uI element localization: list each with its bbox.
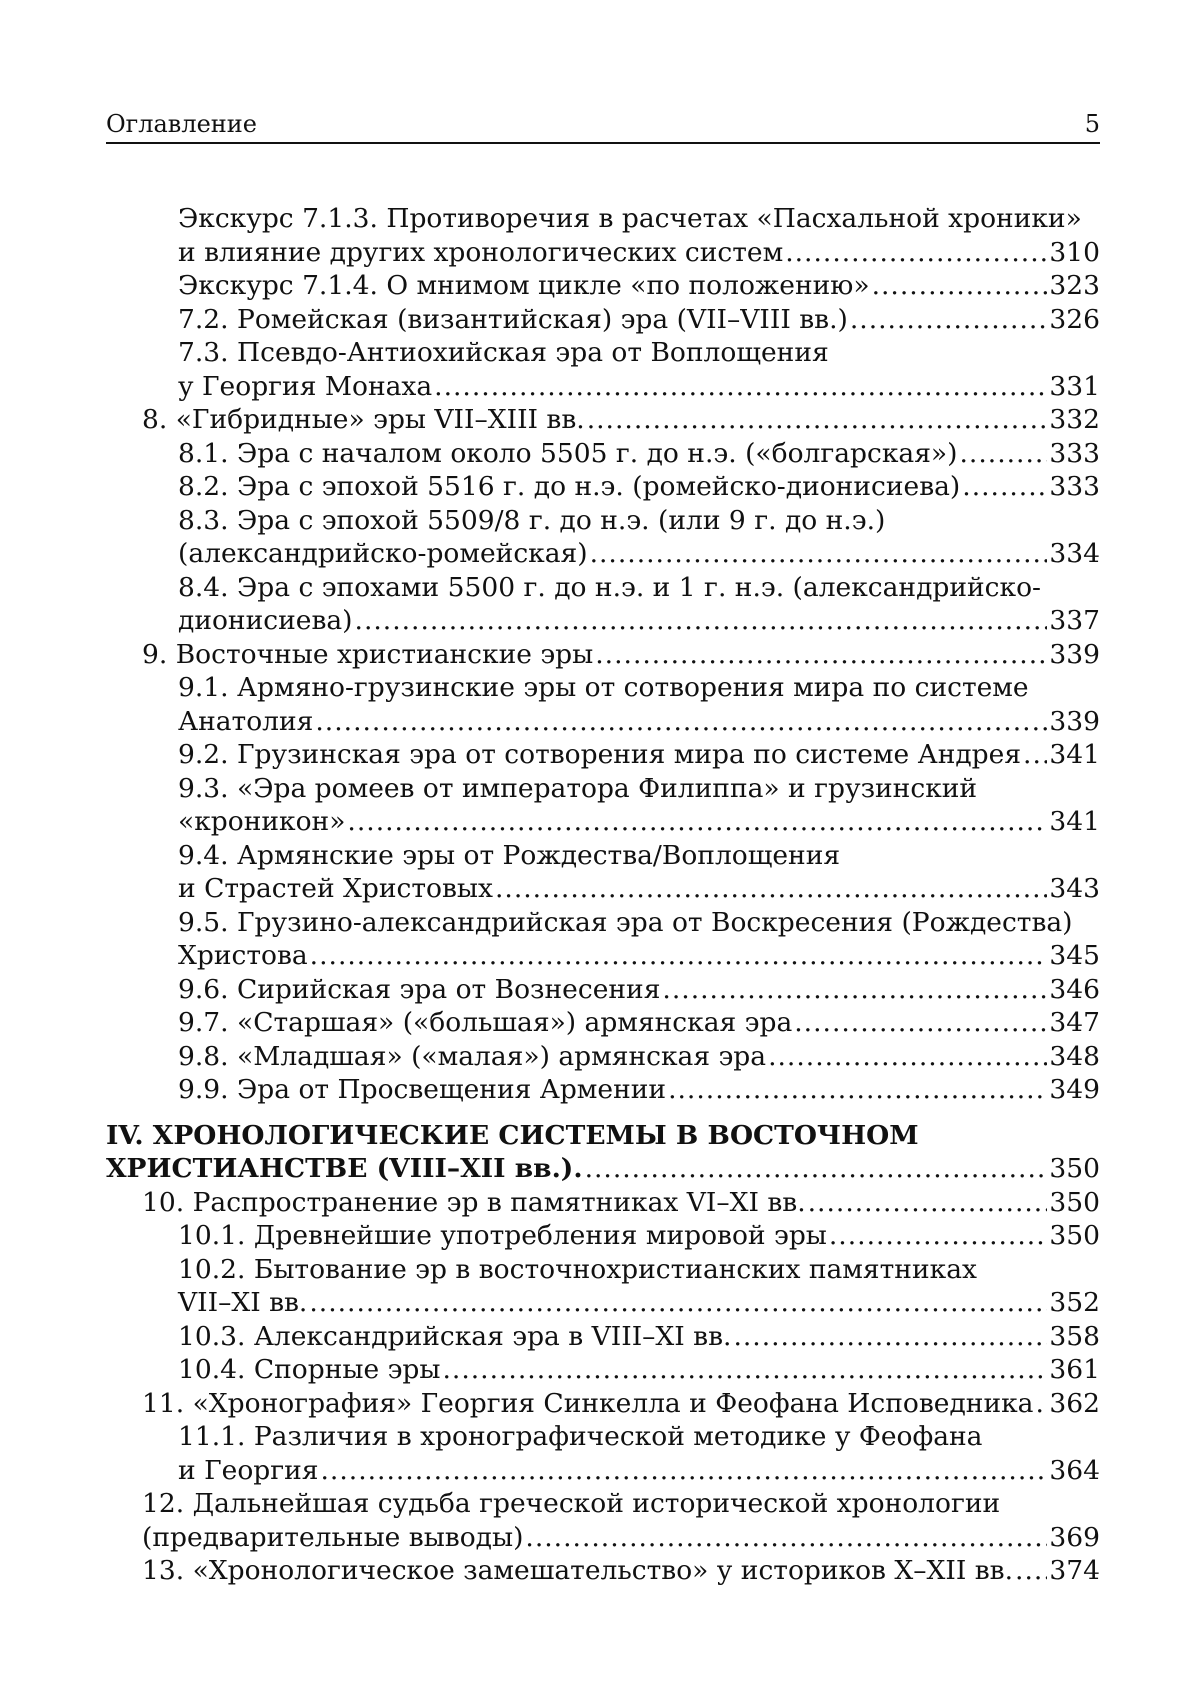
toc-entry: [106, 705, 1100, 739]
toc-entry-page: 350: [1049, 1220, 1100, 1251]
toc-entry-text: 9.2. Грузинская эра от сотворения мира по системе Андрея: [178, 739, 1022, 770]
toc-entry-page: 348: [1049, 1040, 1100, 1072]
toc-entry-page: 364: [1049, 1454, 1100, 1486]
toc-entry-text: VII–XI вв.: [178, 1287, 308, 1318]
toc-entry-text: Экскурс 7.1.4. О мнимом цикле «по положению»: [178, 270, 870, 301]
page-number: 5: [1084, 110, 1100, 138]
dot-leader: [590, 537, 1048, 571]
dot-leader: [315, 705, 1047, 739]
toc-entry-text: 9.8. «Младшая» («малая») армянская эра: [178, 1040, 767, 1072]
dot-leader: [442, 1353, 1047, 1387]
toc-entry-text: 12. Дальнейшая судьба греческой исторической хронологии: [142, 1488, 1001, 1519]
toc-entry: [106, 1353, 1100, 1387]
toc-entry: [106, 1219, 1100, 1253]
toc-entry-page: 346: [1049, 973, 1100, 1005]
toc-entry-text: 8.4. Эра с эпохами 5500 г. до н.э. и 1 г. н.э. (александрийско-: [178, 571, 1041, 603]
dot-leader: [668, 1073, 1047, 1107]
dot-leader: [829, 1219, 1048, 1253]
toc-entry-text: 10.1. Древнейшие употребления мировой эры: [178, 1220, 827, 1251]
toc-entry-text: «кроникон»: [178, 806, 346, 837]
toc-entry-text: 10.3. Александрийская эра в VIII–XI вв.: [178, 1320, 732, 1352]
toc-entry: [106, 1554, 1100, 1588]
toc-entry: [106, 638, 1100, 672]
toc-entry-text: 7.2. Ромейская (византийская) эра (VII–VIII вв.): [178, 303, 848, 335]
toc-entry-page: 310: [1049, 236, 1100, 268]
toc-entry: [106, 370, 1100, 404]
dot-leader: [1015, 1554, 1047, 1588]
toc-entry-text: Анатолия: [178, 705, 314, 737]
toc-entry-text: 9.9. Эра от Просвещения Армении: [178, 1074, 667, 1105]
toc-entry: [106, 973, 1100, 1007]
dot-leader: [872, 269, 1048, 303]
toc-entry-text: 8.2. Эра с эпохой 5516 г. до н.э. (ромейско-дионисиева): [178, 471, 961, 502]
toc-entry: [106, 537, 1100, 571]
toc-entry: [106, 1286, 1100, 1320]
toc-entry-text: 11. «Хронография» Георгия Синкелла и Феофана Исповедника: [142, 1387, 1034, 1419]
toc-entry-text: 9.3. «Эра ромеев от императора Филиппа» и грузинский: [178, 772, 978, 804]
toc-entry-page: 369: [1049, 1521, 1100, 1553]
toc-entry-text: 13. «Хронологическое замешательство» у историков X–XII вв.: [142, 1555, 1014, 1586]
toc-entry: [106, 738, 1100, 772]
toc-entry: [106, 1487, 1100, 1521]
toc-entry-page: 331: [1049, 370, 1100, 402]
toc-entry-text: 9.5. Грузино-александрийская эра от Воскресения (Рождества): [178, 906, 1073, 938]
toc-entry-page: 332: [1049, 404, 1100, 435]
toc-entry: [106, 1387, 1100, 1421]
toc-entry-text: 8.1. Эра с началом около 5505 г. до н.э. («болгарская»): [178, 437, 958, 469]
toc-entry-text: 8. «Гибридные» эры VII–XIII вв.: [142, 404, 585, 435]
toc-entry-text: 11.1. Различия в хронографической методике у Феофана: [178, 1421, 983, 1452]
running-header: [106, 108, 1100, 144]
toc-entry-text: 10.4. Спорные эры: [178, 1354, 441, 1385]
toc-entry-page: 341: [1049, 806, 1100, 837]
dot-leader: [347, 805, 1047, 839]
toc-entry-page: 334: [1049, 538, 1100, 569]
dot-leader: [595, 638, 1047, 672]
toc-entry-text: 9.6. Сирийская эра от Вознесения: [178, 973, 661, 1005]
toc-entry-text: 9.4. Армянские эры от Рождества/Воплощения: [178, 839, 841, 871]
dot-leader: [733, 1320, 1047, 1354]
toc-entry-text: и влияние других хронологических систем: [178, 236, 784, 268]
toc-entry-text: 9. Восточные христианские эры: [142, 638, 594, 670]
toc-entry: [106, 1253, 1100, 1287]
toc-entry: [106, 1186, 1100, 1220]
toc-entry: [106, 269, 1100, 303]
toc-entry: [106, 437, 1100, 471]
toc-entry-page: 341: [1049, 739, 1100, 770]
toc-entry: [106, 1454, 1100, 1488]
toc-part-heading: [106, 1152, 1100, 1186]
dot-leader: [310, 939, 1048, 973]
toc-entry-text: 9.1. Армяно-грузинские эры от сотворения мира по системе: [178, 672, 1029, 703]
dot-leader: [850, 303, 1048, 337]
toc-entry-text: (предварительные выводы): [142, 1521, 524, 1553]
toc-entry: [106, 202, 1100, 236]
dot-leader: [434, 370, 1047, 404]
toc-entry-page: 352: [1049, 1287, 1100, 1318]
toc-entry-text: и Георгия: [178, 1454, 319, 1486]
toc-entry-page: 362: [1049, 1387, 1100, 1419]
toc-entry: [106, 939, 1100, 973]
toc-entry-text: 8.3. Эра с эпохой 5509/8 г. до н.э. (или 9 г. до н.э.): [178, 504, 886, 536]
dot-leader: [768, 1040, 1047, 1074]
toc-entry-page: 358: [1049, 1320, 1100, 1352]
toc-entry-page: 337: [1049, 605, 1100, 636]
toc-entry: [106, 1073, 1100, 1107]
dot-leader: [785, 236, 1047, 270]
dot-leader: [525, 1521, 1047, 1555]
toc-entry: [106, 470, 1100, 504]
dot-leader: [808, 1186, 1048, 1220]
toc-entry-page: 339: [1049, 638, 1100, 670]
toc-entry: [106, 604, 1100, 638]
toc-entry: [106, 1521, 1100, 1555]
toc-entry: [106, 671, 1100, 705]
dot-leader: [495, 872, 1047, 906]
toc-entry-page: 349: [1049, 1074, 1100, 1105]
toc-entry-page: 347: [1049, 1007, 1100, 1038]
dot-leader: [960, 437, 1048, 471]
toc-entry-text: (александрийско-ромейская): [178, 538, 588, 569]
toc-entry: [106, 504, 1100, 538]
toc-entry: [106, 1040, 1100, 1074]
dot-leader: [1035, 1387, 1047, 1421]
toc-entry-page: 343: [1049, 873, 1100, 904]
table-of-contents: [106, 202, 1100, 1588]
toc-entry-page: 333: [1049, 437, 1100, 469]
toc-entry: [106, 571, 1100, 605]
toc-entry-text: IV. ХРОНОЛОГИЧЕСКИЕ СИСТЕМЫ В ВОСТОЧНОМ: [106, 1119, 919, 1151]
dot-leader: [355, 604, 1048, 638]
toc-entry: [106, 1420, 1100, 1454]
toc-entry-text: и Страстей Христовых: [178, 873, 493, 904]
toc-entry: [106, 872, 1100, 906]
toc-entry-text: Экскурс 7.1.3. Противоречия в расчетах «Пасхальной хроники»: [178, 203, 1082, 234]
toc-entry: [106, 1320, 1100, 1354]
running-header-title: Оглавление: [106, 110, 257, 138]
toc-entry: [106, 1006, 1100, 1040]
toc-entry-text: дионисиева): [178, 605, 353, 636]
dot-leader: [962, 470, 1047, 504]
toc-entry-page: 374: [1049, 1555, 1100, 1586]
dot-leader: [794, 1006, 1047, 1040]
toc-entry-text: 9.7. «Старшая» («большая») армянская эра: [178, 1007, 793, 1038]
dot-leader: [1023, 738, 1047, 772]
toc-entry: [106, 303, 1100, 337]
dot-leader: [321, 1454, 1048, 1488]
toc-entry: [106, 403, 1100, 437]
toc-entry: [106, 236, 1100, 270]
toc-entry-text: у Георгия Монаха: [178, 370, 433, 402]
toc-entry-page: 350: [1049, 1186, 1100, 1218]
dot-leader: [662, 973, 1047, 1007]
toc-entry-text: 7.3. Псевдо-Антиохийская эра от Воплощения: [178, 337, 829, 368]
toc-entry-text: 10. Распространение эр в памятниках VI–XI вв.: [142, 1186, 806, 1218]
toc-entry-page: 345: [1049, 940, 1100, 971]
toc-entry: [106, 906, 1100, 940]
toc-entry-page: 333: [1049, 471, 1100, 502]
dot-leader: [585, 1152, 1048, 1186]
dot-leader: [587, 403, 1048, 437]
toc-entry: [106, 805, 1100, 839]
dot-leader: [309, 1286, 1047, 1320]
toc-entry-page: 326: [1049, 303, 1100, 335]
toc-entry-page: 361: [1049, 1354, 1100, 1385]
toc-entry-text: ХРИСТИАНСТВЕ (VIII–XII вв.).: [106, 1153, 583, 1184]
toc-entry: [106, 772, 1100, 806]
toc-part-heading: [106, 1119, 1100, 1153]
toc-entry-text: Христова: [178, 940, 308, 971]
toc-entry-page: 323: [1049, 270, 1100, 301]
toc-entry: [106, 336, 1100, 370]
toc-entry-text: 10.2. Бытование эр в восточнохристианских памятниках: [178, 1253, 977, 1285]
toc-entry-page: 339: [1049, 705, 1100, 737]
toc-entry: [106, 839, 1100, 873]
toc-entry-page: 350: [1049, 1153, 1100, 1184]
